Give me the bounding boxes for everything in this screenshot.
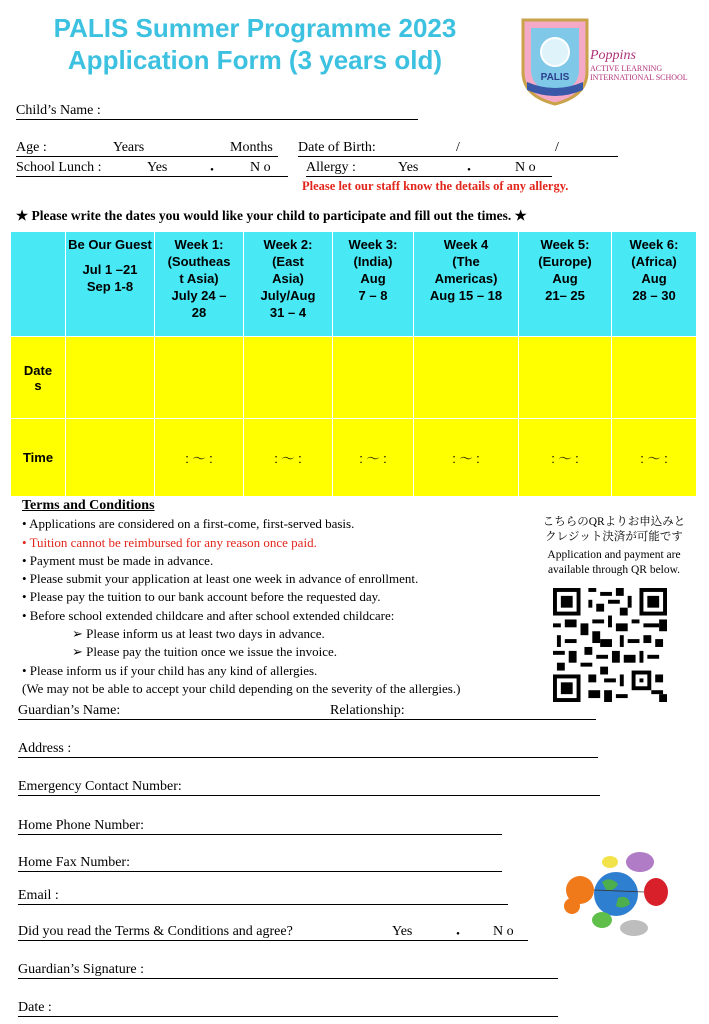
guardian-name-label: Guardian’s Name: [18, 703, 121, 718]
terms-item: • Before school extended childcare and after school extended childcare: [22, 607, 395, 623]
dates-row-label: Date s [11, 337, 66, 419]
globe-illustration-icon [558, 846, 678, 942]
col-week-3: Week 3: (India) Aug 7 – 8 [333, 232, 414, 337]
email-label: Email : [18, 888, 59, 903]
agree-no[interactable]: N o [493, 924, 514, 939]
col-week-6: Week 6: (Africa) Aug 28 – 30 [612, 232, 697, 337]
qr-code-icon[interactable] [552, 588, 668, 702]
dob-separator-1: / [456, 140, 460, 155]
col-be-our-guest: Be Our Guest Jul 1 –21 Sep 1-8 [66, 232, 155, 337]
palis-crest-logo [519, 14, 591, 106]
home-fax-line[interactable] [18, 871, 502, 872]
date-label: Date : [18, 1000, 52, 1015]
col-week-2: Week 2: (East Asia) July/Aug 31 – 4 [244, 232, 333, 337]
allergy-dot: ・ [462, 164, 476, 179]
time-cell-week6[interactable]: : ～ : [612, 419, 697, 497]
time-row [11, 419, 697, 497]
dates-cell-week3[interactable] [333, 337, 414, 419]
home-phone-line[interactable] [18, 834, 502, 835]
home-fax-label: Home Fax Number: [18, 855, 130, 870]
terms-item: • Please inform us if your child has any kind of allergies. [22, 662, 318, 678]
child-name-line[interactable] [16, 119, 418, 120]
terms-subitem: ➢ Please inform us at least two days in advance. [72, 626, 325, 642]
dates-cell-week6[interactable] [612, 337, 697, 419]
emergency-contact-label: Emergency Contact Number: [18, 779, 182, 794]
terms-item: • Please pay the tuition to our bank account before the requested day. [22, 589, 381, 605]
terms-subitem: ➢ Please pay the tuition once we issue the invoice. [72, 644, 338, 660]
page-title [30, 12, 480, 76]
agree-dot: ・ [451, 928, 465, 943]
relationship-label: Relationship: [330, 703, 405, 718]
lunch-dot: ・ [205, 164, 219, 179]
qr-en-line-2: available through QR below. [547, 564, 681, 576]
school-name-block [590, 48, 700, 82]
guardian-name-line[interactable] [18, 719, 596, 720]
home-phone-label: Home Phone Number: [18, 818, 144, 833]
age-label: Age : [16, 140, 47, 155]
dates-cell-week1[interactable] [155, 337, 244, 419]
dob-label: Date of Birth: [298, 140, 376, 155]
emergency-contact-line[interactable] [18, 795, 600, 796]
agree-question: Did you read the Terms & Conditions and agree? [18, 924, 293, 939]
allergy-label: Allergy : [306, 160, 356, 175]
lunch-no[interactable]: N o [250, 160, 271, 175]
time-cell-guest[interactable] [66, 419, 155, 497]
terms-item-refund: • Tuition cannot be reimbursed for any reason once paid. [22, 534, 317, 550]
time-row-label: Time [11, 419, 66, 497]
title-line-1: PALIS Summer Programme 2023 [53, 13, 457, 43]
dates-row [11, 337, 697, 419]
child-name-label: Child’s Name : [16, 103, 101, 118]
col-week-1: Week 1: (Southeas t Asia) July 24 – 28 [155, 232, 244, 337]
dob-line[interactable] [298, 156, 618, 157]
time-cell-week2[interactable]: : ～ : [244, 419, 333, 497]
header-corner-cell [11, 232, 66, 337]
school-sub-2: INTERNATIONAL SCHOOL [590, 73, 688, 82]
terms-heading: Terms and Conditions [22, 498, 155, 513]
crest-top-text: PALIS [540, 72, 570, 83]
allergy-yes[interactable]: Yes [398, 160, 419, 175]
school-lunch-label: School Lunch : [16, 160, 102, 175]
terms-item: • Applications are considered on a first-come, first-served basis. [22, 516, 355, 532]
signature-label: Guardian’s Signature : [18, 962, 144, 977]
agree-yes[interactable]: Yes [392, 924, 413, 939]
terms-item: • Please submit your application at least one week in advance of enrollment. [22, 571, 419, 587]
school-sub-1: ACTIVE LEARNING [590, 64, 663, 73]
terms-item-note: (We may not be able to accept your child depending on the severity of the allergies.) [22, 680, 461, 696]
dob-separator-2: / [555, 140, 559, 155]
qr-info [524, 515, 704, 578]
time-cell-week4[interactable]: : ～ : [414, 419, 519, 497]
age-line[interactable] [16, 156, 278, 157]
schedule-instruction: ★ Please write the dates you would like your child to participate and fill out the times. ★ [16, 208, 527, 223]
date-line[interactable] [18, 1016, 558, 1017]
years-label: Years [113, 140, 145, 155]
terms-item: • Payment must be made in advance. [22, 552, 214, 568]
dates-cell-week4[interactable] [414, 337, 519, 419]
col-week-4: Week 4 (The Americas) Aug 15 – 18 [414, 232, 519, 337]
dates-cell-week2[interactable] [244, 337, 333, 419]
col-week-5: Week 5: (Europe) Aug 21– 25 [519, 232, 612, 337]
time-cell-week5[interactable]: : ～ : [519, 419, 612, 497]
signature-line[interactable] [18, 978, 558, 979]
time-cell-week3[interactable]: : ～ : [333, 419, 414, 497]
lunch-line [16, 176, 288, 177]
lunch-yes[interactable]: Yes [147, 160, 168, 175]
terms-section [22, 497, 522, 698]
email-line[interactable] [18, 904, 508, 905]
allergy-note: Please let our staff know the details of any allergy. [302, 179, 569, 193]
schedule-table [10, 231, 697, 497]
address-label: Address : [18, 741, 72, 756]
qr-jp-line-1: こちらのQRよりお申込みと [542, 516, 686, 528]
allergy-no[interactable]: N o [515, 160, 536, 175]
dates-cell-week5[interactable] [519, 337, 612, 419]
schedule-header-row [11, 232, 697, 337]
qr-jp-line-2: クレジット決済が可能です [545, 531, 683, 543]
agree-line [18, 940, 528, 941]
title-line-2: Application Form (3 years old) [67, 45, 443, 75]
address-line[interactable] [18, 757, 598, 758]
qr-en-line-1: Application and payment are [547, 549, 681, 561]
school-name: Poppins [590, 48, 636, 63]
dates-cell-guest[interactable] [66, 337, 155, 419]
allergy-line [306, 176, 552, 177]
months-label: Months [230, 140, 273, 155]
time-cell-week1[interactable]: : ～ : [155, 419, 244, 497]
